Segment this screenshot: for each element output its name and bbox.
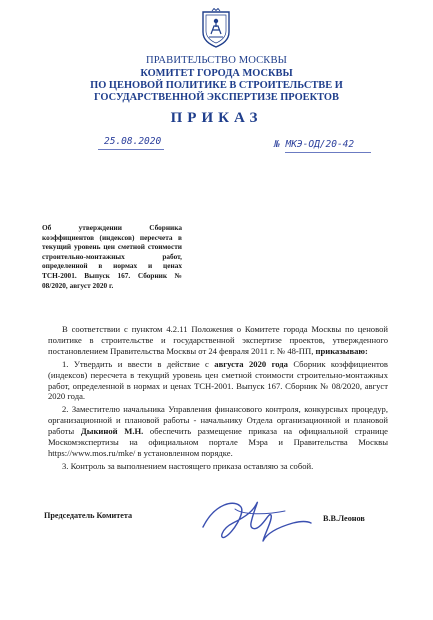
item-1-start: 1. Утвердить и ввести в действие с bbox=[62, 358, 215, 369]
committee-line: ПО ЦЕНОВОЙ ПОЛИТИКЕ В СТРОИТЕЛЬСТВЕ И bbox=[90, 80, 343, 91]
order-body bbox=[48, 324, 388, 472]
committee-header bbox=[0, 68, 433, 104]
intro-bold: приказываю bbox=[315, 345, 365, 356]
number-underline bbox=[285, 152, 371, 153]
item-1-bold: августа 2020 года bbox=[214, 358, 288, 369]
document-title: ПРИКАЗ bbox=[170, 110, 263, 126]
intro-text: В соответствии с пунктом 4.2.11 Положения о Комитете города Москвы по ценовой политике в строительстве и государственной экспертизе проектов, утвержденного постановлением Правительства Москвы от 24 февраля 2011 г. № 48-ПП, bbox=[48, 324, 388, 356]
government-header: ПРАВИТЕЛЬСТВО МОСКВЫ bbox=[146, 55, 287, 66]
number-prefix: № bbox=[274, 139, 280, 150]
number-value: МКЭ-ОД/20-42 bbox=[285, 139, 355, 150]
signer-name: В.В.Леонов bbox=[323, 514, 365, 523]
item-1-end: Сборник коэффициентов (индексов) пересчета в текущий уровень цен сметной стоимости строительно-монтажных работ, определенной в нормах и ценах ТСН-2001. Выпуск 167. Сборник № 08/2020, август 2020 года. bbox=[48, 358, 388, 402]
signer-position: Председатель Комитета bbox=[44, 511, 133, 520]
order-subject: Об утверждении Сборника коэффициентов (индексов) пересчета в текущий уровень цен сметной стоимости строительно-монтажных работ, определенной в нормах и ценах ТСН-2001. Выпуск 167. Сборник № 08/2020, август 2020 г. bbox=[42, 223, 182, 290]
committee-line: КОМИТЕТ ГОРОДА МОСКВЫ bbox=[140, 68, 293, 79]
moscow-coat-of-arms-icon bbox=[201, 8, 231, 48]
intro-end: : bbox=[364, 345, 368, 356]
handwritten-number bbox=[274, 139, 354, 150]
handwritten-date: 25.08.2020 bbox=[104, 136, 162, 147]
item-2-end: обеспечить размещение приказа на официальной странице Москомэкспертизы на официальном портале Мэра и Правительства Москвы https://www.mos.ru/mke/ в установленном порядке. bbox=[48, 426, 388, 458]
item-1 bbox=[48, 359, 388, 403]
intro-paragraph bbox=[48, 324, 388, 357]
item-2-bold: Дыкиной М.Н. bbox=[80, 426, 144, 437]
item-2 bbox=[48, 404, 388, 459]
committee-line: ГОСУДАРСТВЕННОЙ ЭКСПЕРТИЗЕ ПРОЕКТОВ bbox=[94, 92, 339, 103]
handwritten-signature-icon bbox=[195, 493, 315, 548]
item-3: 3. Контроль за выполнением настоящего приказа оставляю за собой. bbox=[62, 460, 314, 471]
date-underline bbox=[98, 149, 164, 150]
item-2-start: 2. Заместителю начальника Управления финансового контроля, конкурсных процедур, организационной и плановой работы - начальнику Отдела организационной и плановой работы bbox=[48, 404, 388, 437]
